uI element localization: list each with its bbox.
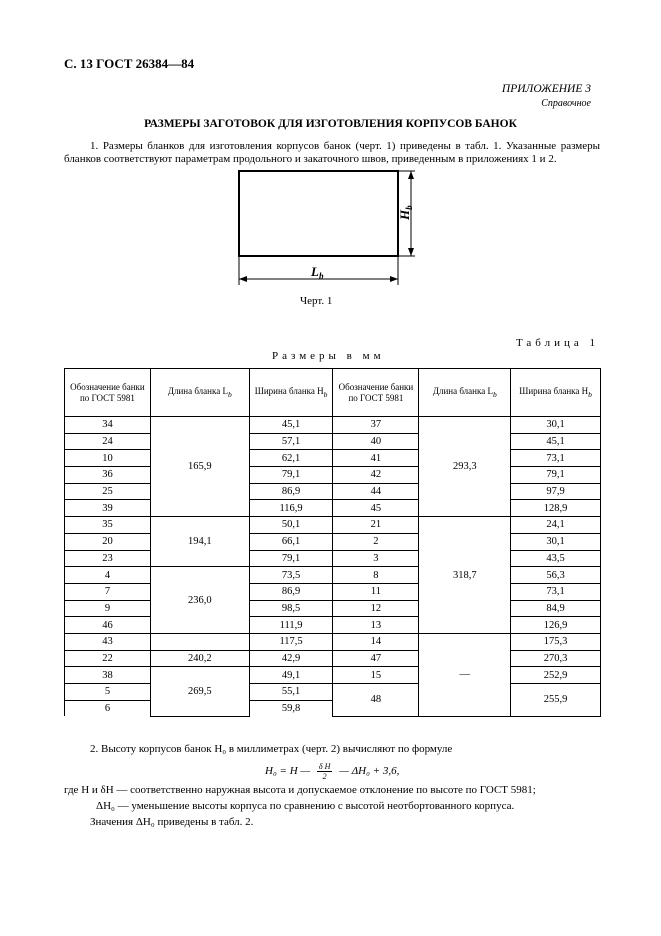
page-header: С. 13 ГОСТ 26384—84 (64, 56, 195, 71)
table-cell: 116,9 (249, 500, 333, 517)
table-cell: 255,9 (511, 684, 601, 717)
header-blank-width: Ширина бланка $H_b$ (249, 369, 333, 417)
blank-drawing (225, 165, 440, 290)
appendix-label: ПРИЛОЖЕНИЕ 3 (501, 83, 591, 95)
table-cell: 40 (333, 433, 419, 450)
table-cell: 46 (65, 617, 151, 634)
table-row (65, 633, 601, 650)
length-cell: 165,9 (150, 417, 249, 517)
table-cell: 23 (65, 550, 151, 567)
section-title: РАЗМЕРЫ ЗАГОТОВОК ДЛЯ ИЗГОТОВЛЕНИЯ КОРПУСОВ БАНОК (144, 118, 517, 130)
table-cell: 48 (333, 684, 419, 717)
table-cell: 56,3 (511, 567, 601, 584)
table-cell: 39 (65, 500, 151, 517)
table-cell: 84,9 (511, 600, 601, 617)
table-cell (150, 633, 249, 650)
table-name: Таблица 1 (515, 337, 599, 349)
table-row (65, 433, 601, 450)
table-row (65, 450, 601, 467)
table-cell: 41 (333, 450, 419, 467)
table-row (65, 417, 601, 434)
formula-explanation-3: Значения ΔH₀ приведены в табл. 2. (90, 816, 254, 828)
table-row (65, 684, 601, 701)
table-cell: 98,5 (249, 600, 333, 617)
table-cell: 12 (333, 600, 419, 617)
table-row (65, 483, 601, 500)
table-cell: 45,1 (249, 417, 333, 434)
table-cell: 38 (65, 667, 151, 684)
table-units: Размеры в мм (272, 350, 385, 362)
table-cell: 111,9 (249, 617, 333, 634)
table-cell: 66,1 (249, 533, 333, 550)
table-cell: 44 (333, 483, 419, 500)
table-cell: 175,3 (511, 633, 601, 650)
table-row (65, 583, 601, 600)
table-cell: 36 (65, 467, 151, 484)
table-cell: 97,9 (511, 483, 601, 500)
header-can-designation: Обозначение банки по ГОСТ 5981 (65, 369, 151, 417)
length-label: $L_b$ (311, 264, 324, 281)
blank-rectangle (239, 171, 398, 256)
table-cell: 13 (333, 617, 419, 634)
table-cell: 73,1 (511, 583, 601, 600)
table-cell: 45 (333, 500, 419, 517)
table-cell: 5 (65, 684, 151, 701)
table-cell: 43 (65, 633, 151, 650)
table-cell: 49,1 (249, 667, 333, 684)
appendix-reference: Справочное (541, 98, 591, 109)
table-row (65, 500, 601, 517)
table-cell: 73,1 (511, 450, 601, 467)
table-cell: 30,1 (511, 533, 601, 550)
table-cell: 4 (65, 567, 151, 584)
table-cell: 8 (333, 567, 419, 584)
table-row (65, 533, 601, 550)
formula-fraction: $\frac{\text{δ H}}{2}$ (318, 762, 331, 781)
length-cell: 240,2 (150, 650, 249, 667)
table-cell: 6 (65, 700, 151, 716)
table-cell: 79,1 (511, 467, 601, 484)
table-cell: 3 (333, 550, 419, 567)
table-cell: 79,1 (249, 467, 333, 484)
paragraph-2: 2. Высоту корпусов банок H₀ в миллиметрах (черт. 2) вычисляют по формуле (90, 743, 453, 755)
table-cell: 22 (65, 650, 151, 667)
table-row (65, 617, 601, 634)
table-row (65, 567, 601, 584)
table-cell: 128,9 (511, 500, 601, 517)
table-cell: 7 (65, 583, 151, 600)
length-cell: 194,1 (150, 517, 249, 567)
table-cell: 11 (333, 583, 419, 600)
table-cell: 86,9 (249, 483, 333, 500)
header-blank-width: Ширина бланка $H_b$ (511, 369, 601, 417)
table-cell: 9 (65, 600, 151, 617)
table-cell: 30,1 (511, 417, 601, 434)
table-cell: 43,5 (511, 550, 601, 567)
table-row (65, 467, 601, 484)
table-row (65, 550, 601, 567)
table-cell: 24 (65, 433, 151, 450)
table-cell: 15 (333, 667, 419, 684)
formula-explanation-2: ΔH₀ — уменьшение высоты корпуса по сравнению с высотой неотбортованного корпуса. (96, 800, 515, 812)
table-cell: 59,8 (249, 700, 333, 716)
table-header-row (65, 369, 601, 417)
table-cell: 24,1 (511, 517, 601, 534)
height-label: $H_b$ (397, 205, 414, 220)
table-cell: 25 (65, 483, 151, 500)
table-cell: 35 (65, 517, 151, 534)
table-row (65, 667, 601, 684)
table-cell: 62,1 (249, 450, 333, 467)
height-formula: H₀ = H — $\frac{\text{δ H}}{2}$ — ΔH₀ + 3,6, (265, 762, 400, 781)
table-cell: 117,5 (249, 633, 333, 650)
table-cell: 47 (333, 650, 419, 667)
table-cell: 20 (65, 533, 151, 550)
table-cell: 37 (333, 417, 419, 434)
table-cell: 79,1 (249, 550, 333, 567)
header-can-designation: Обозначение банки по ГОСТ 5981 (333, 369, 419, 417)
figure-caption: Черт. 1 (300, 295, 333, 307)
table-cell: 2 (333, 533, 419, 550)
length-cell: 318,7 (419, 517, 511, 634)
table-cell: 10 (65, 450, 151, 467)
header-blank-length: Длина бланка $L_b$ (150, 369, 249, 417)
header-blank-length: Длина бланка $L_b$ (419, 369, 511, 417)
length-cell: — (419, 633, 511, 716)
dimensions-table (64, 368, 601, 717)
table-cell: 55,1 (249, 684, 333, 701)
table-cell: 86,9 (249, 583, 333, 600)
length-cell: 293,3 (419, 417, 511, 517)
length-cell: 236,0 (150, 567, 249, 634)
table-cell: 21 (333, 517, 419, 534)
table-cell: 126,9 (511, 617, 601, 634)
table-cell: 42 (333, 467, 419, 484)
table-cell: 73,5 (249, 567, 333, 584)
table-cell: 270,3 (511, 650, 601, 667)
table-row (65, 517, 601, 534)
table-cell: 14 (333, 633, 419, 650)
paragraph-1: 1. Размеры бланков для изготовления корпусов банок (черт. 1) приведены в табл. 1. Указанные размеры бланков соответствуют параметрам продольного и закаточного швов, приведенным в приложениях 1 и 2. (64, 140, 600, 165)
table-cell: 45,1 (511, 433, 601, 450)
table-cell: 50,1 (249, 517, 333, 534)
length-cell: 269,5 (150, 667, 249, 717)
table-cell: 42,9 (249, 650, 333, 667)
table-cell: 57,1 (249, 433, 333, 450)
formula-explanation-1: где H и δH — соответственно наружная высота и допускаемое отклонение по высоте по ГОСТ 5981; (64, 784, 536, 796)
table-row (65, 650, 601, 667)
table-cell: 252,9 (511, 667, 601, 684)
table-row (65, 600, 601, 617)
table-cell: 34 (65, 417, 151, 434)
